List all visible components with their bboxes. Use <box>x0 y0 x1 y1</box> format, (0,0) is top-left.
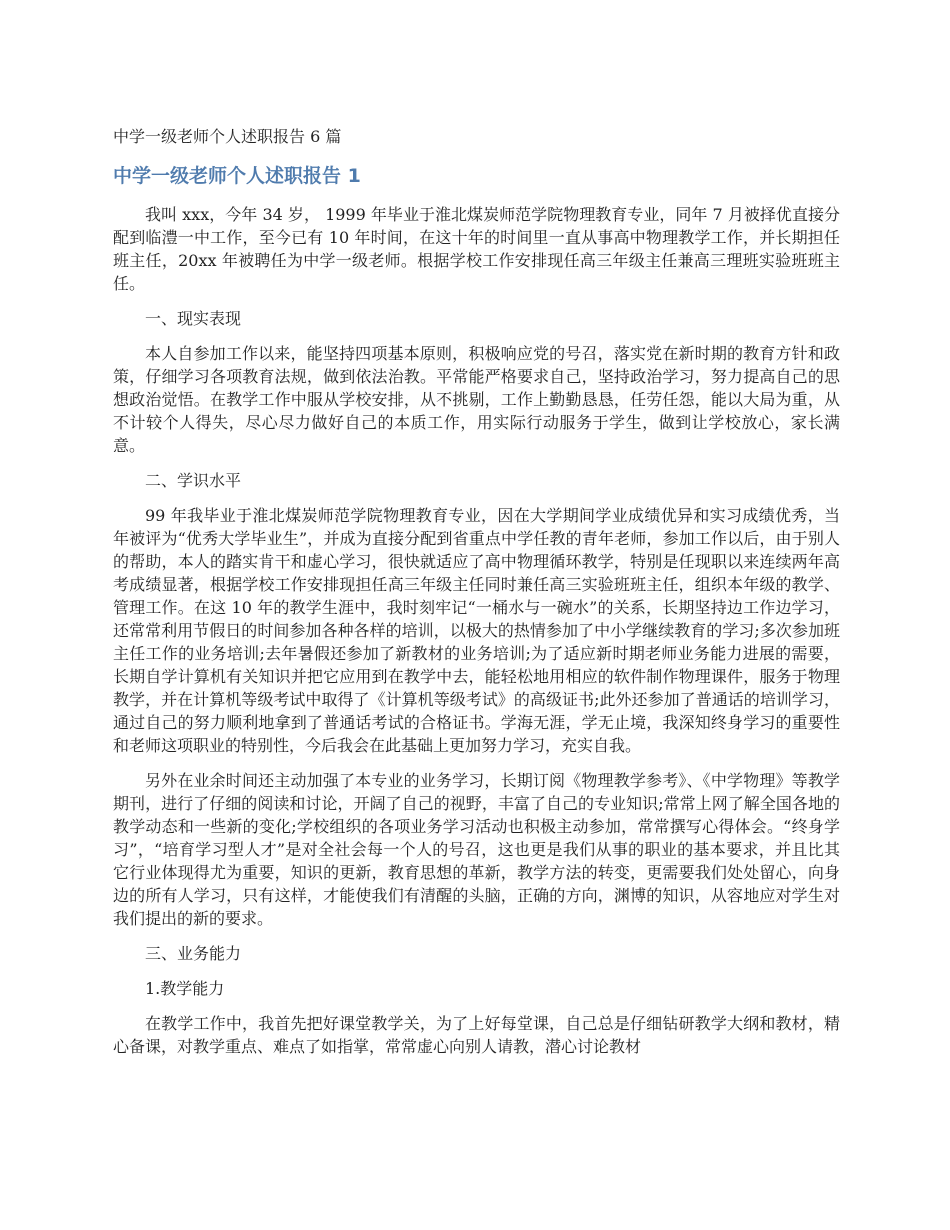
subheading-performance: 一、现实表现 <box>145 309 242 328</box>
subheading-ability: 三、业务能力 <box>145 944 242 963</box>
subheading-teaching-ability: 1.教学能力 <box>145 979 225 998</box>
section-heading: 中学一级老师个人述职报告 1 <box>113 165 361 187</box>
document-title: 中学一级老师个人述职报告 6 篇 <box>113 127 342 146</box>
paragraph-teaching: 在教学工作中，我首先把好课堂教学关，为了上好每堂课，自己总是仔细钻研教学大纲和教材，精心备课，对教学重点、难点了如指掌，常常虚心向别人请教，潜心讨论教材 <box>113 1014 840 1056</box>
paragraph-knowledge: 99 年我毕业于淮北煤炭师范学院物理教育专业，因在大学期间学业成绩优异和实习成绩优秀，当年被评为“优秀大学毕业生”，并成为直接分配到省重点中学任教的青年老师，参加工作以后，由于别人的帮助，本人的踏实肯干和虚心学习，很快就适应了高中物理循环教学，特别是任现职以来连续两年高考成绩显著，根据学校工作安排现担任高三年级主任同时兼任高三实验班班主任，组织本年级的教学、管理工作。在这 10 年的教学生涯中，我时刻牢记“一桶水与一碗水”的关系，长期坚持边工作边学习，还常常利用节假日的时间参加各种各样的培训，以极大的热情参加了中小学继续教育的学习;多次参加班主任工作的业务培训;去年暑假还参加了新教材的业务培训;为了适应新时期老师业务能力进展的需要，长期自学计算机有关知识并把它应用到在教学中去，能轻松地用相应的软件制作物理课件，服务于物理教学，并在计算机等级考试中取得了《计算机等级考试》的高级证书;此外还参加了普通话的培训学习，通过自己的努力顺利地拿到了普通话考试的合格证书。学海无涯，学无止境，我深知终身学习的重要性和老师这项职业的特别性，今后我会在此基础上更加努力学习，充实自我。 <box>113 506 840 755</box>
paragraph-intro: 我叫 xxx，今年 34 岁， 1999 年毕业于淮北煤炭师范学院物理教育专业，同年 7 月被择优直接分配到临澧一中工作，至今已有 10 年时间，在这十年的时间里一直从事高中物理教学工作，并长期担任班主任，20xx 年被聘任为中学一级老师。根据学校工作安排现任高三年级主任兼高三理班实验班班主任。 <box>113 205 840 293</box>
subheading-knowledge: 二、学识水平 <box>145 471 242 490</box>
paragraph-extra-study: 另外在业余时间还主动加强了本专业的业务学习，长期订阅《物理教学参考》、《中学物理》等教学期刊，进行了仔细的阅读和讨论，开阔了自己的视野，丰富了自己的专业知识;常常上网了解全国各地的教学动态和一些新的变化;学校组织的各项业务学习活动也积极主动参加，常常撰写心得体会。“终身学习”，“培育学习型人才”是对全社会每一个人的号召，这也更是我们从事的职业的基本要求，并且比其它行业体现得尤为重要，知识的更新，教育思想的革新，教学方法的转变，更需要我们处处留心，向身边的所有人学习，只有这样，才能使我们有清醒的头脑，正确的方向，渊博的知识，从容地应对学生对我们提出的新的要求。 <box>113 771 840 928</box>
document-body <box>113 125 840 1070</box>
paragraph-performance: 本人自参加工作以来，能坚持四项基本原则，积极响应党的号召，落实党在新时期的教育方针和政策，仔细学习各项教育法规，做到依法治教。平常能严格要求自己，坚持政治学习，努力提高自己的思想政治觉悟。在教学工作中服从学校安排，从不挑剔，工作上勤勤恳恳，任劳任怨，能以大局为重，从不计较个人得失，尽心尽力做好自己的本质工作，用实际行动服务于学生，做到让学校放心，家长满意。 <box>113 344 840 455</box>
